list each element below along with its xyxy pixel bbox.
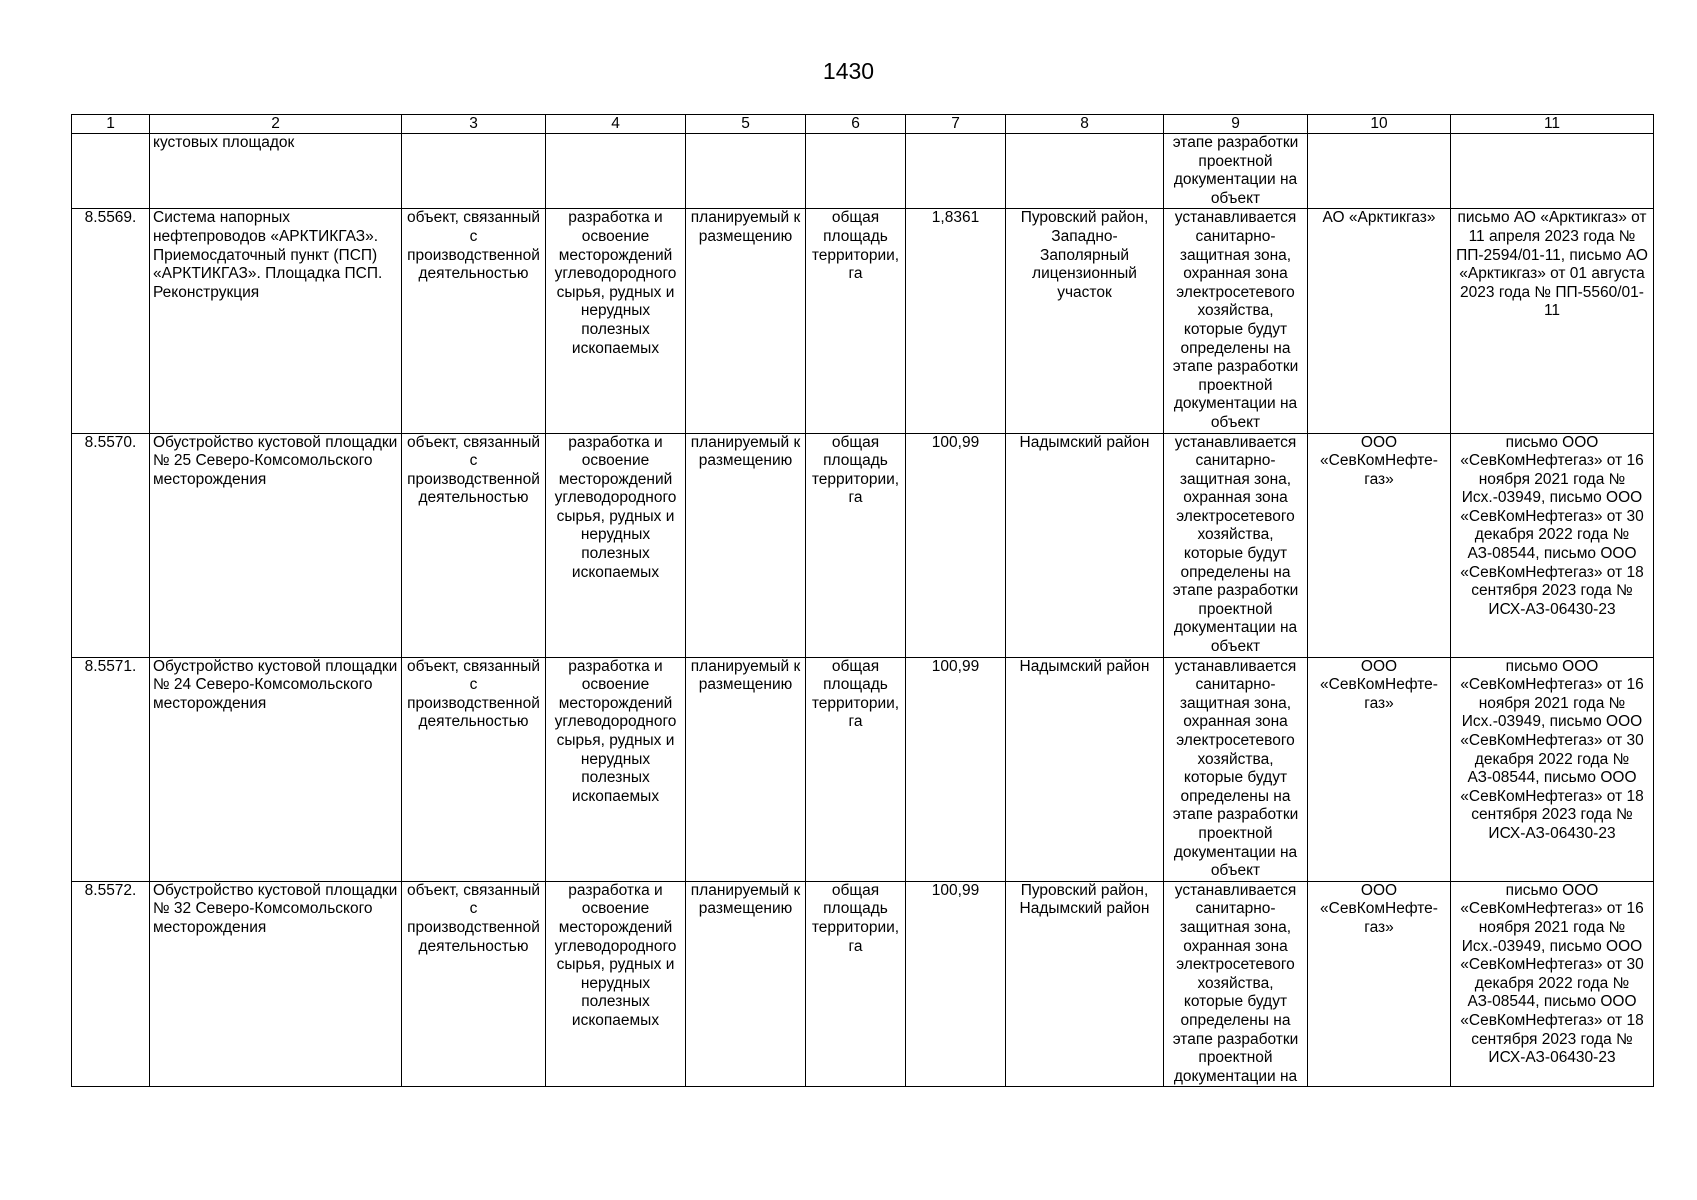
cell-activity [546, 134, 686, 209]
cell-area: 100,99 [906, 657, 1006, 881]
cell-number: 8.5570. [72, 433, 150, 657]
column-header: 3 [402, 115, 546, 134]
cell-object-name: Система напорных нефтепроводов «АРКТИКГАЗ». Приемосдаточный пункт (ПСП) «АРКТИКГАЗ». Площадка ПСП. Реконструкция [150, 209, 402, 433]
cell-area: 100,99 [906, 433, 1006, 657]
cell-status: планируемый к размещению [686, 433, 806, 657]
cell-area-type: общая площадь территории, га [806, 209, 906, 433]
cell-area-type: общая площадь территории, га [806, 657, 906, 881]
cell-organization: ООО «СевКомНефте-газ» [1308, 881, 1451, 1087]
column-header: 4 [546, 115, 686, 134]
cell-area-type [806, 134, 906, 209]
cell-organization: ООО «СевКомНефте-газ» [1308, 657, 1451, 881]
cell-documents [1451, 134, 1654, 209]
cell-activity: разработка и освоение месторождений углеводородного сырья, рудных и нерудных полезных ископаемых [546, 209, 686, 433]
cell-activity: разработка и освоение месторождений углеводородного сырья, рудных и нерудных полезных ископаемых [546, 881, 686, 1087]
cell-area [906, 134, 1006, 209]
column-header: 6 [806, 115, 906, 134]
cell-area-type: общая площадь территории, га [806, 881, 906, 1087]
cell-purpose: объект, связанный с производственной деятельностью [402, 433, 546, 657]
cell-activity: разработка и освоение месторождений углеводородного сырья, рудных и нерудных полезных ископаемых [546, 657, 686, 881]
cell-purpose [402, 134, 546, 209]
cell-organization [1308, 134, 1451, 209]
cell-activity: разработка и освоение месторождений углеводородного сырья, рудных и нерудных полезных ископаемых [546, 433, 686, 657]
cell-object-name: кустовых площадок [150, 134, 402, 209]
cell-purpose: объект, связанный с производственной деятельностью [402, 657, 546, 881]
table-row [72, 134, 1654, 209]
registry-table [71, 114, 1654, 1087]
cell-object-name: Обустройство кустовой площадки № 24 Северо-Комсомольского месторождения [150, 657, 402, 881]
cell-documents: письмо АО «Арктикгаз» от 11 апреля 2023 года № ПП-2594/01-11, письмо АО «Арктикгаз» от 01 августа 2023 года № ПП-5560/01-11 [1451, 209, 1654, 433]
cell-number [72, 134, 150, 209]
header-row [72, 115, 1654, 134]
cell-zones: устанавливается санитарно-защитная зона, охранная зона электросетевого хозяйства, которые будут определены на этапе разработки проектной документации на объект [1164, 657, 1308, 881]
cell-documents: письмо ООО «СевКомНефтегаз» от 16 ноября 2021 года № Исх.-03949, письмо ООО «СевКомНефтегаз» от 30 декабря 2022 года № АЗ-08544, письмо ООО «СевКомНефтегаз» от 18 сентября 2023 года № ИСХ-АЗ-06430-23 [1451, 433, 1654, 657]
cell-location: Пуровский район, Западно-Заполярный лицензионный участок [1006, 209, 1164, 433]
cell-number: 8.5571. [72, 657, 150, 881]
column-header: 11 [1451, 115, 1654, 134]
column-header: 10 [1308, 115, 1451, 134]
cell-area: 1,8361 [906, 209, 1006, 433]
cell-status: планируемый к размещению [686, 657, 806, 881]
column-header: 9 [1164, 115, 1308, 134]
cell-documents: письмо ООО «СевКомНефтегаз» от 16 ноября 2021 года № Исх.-03949, письмо ООО «СевКомНефтегаз» от 30 декабря 2022 года № АЗ-08544, письмо ООО «СевКомНефтегаз» от 18 сентября 2023 года № ИСХ-АЗ-06430-23 [1451, 657, 1654, 881]
cell-location [1006, 134, 1164, 209]
cell-purpose: объект, связанный с производственной деятельностью [402, 209, 546, 433]
table-row [72, 881, 1654, 1087]
cell-zones: устанавливается санитарно-защитная зона, охранная зона электросетевого хозяйства, которые будут определены на этапе разработки проектной документации на объект [1164, 433, 1308, 657]
cell-status: планируемый к размещению [686, 209, 806, 433]
cell-location: Пуровский район, Надымский район [1006, 881, 1164, 1087]
cell-area-type: общая площадь территории, га [806, 433, 906, 657]
cell-number: 8.5569. [72, 209, 150, 433]
page-number: 1430 [822, 58, 875, 84]
cell-status: планируемый к размещению [686, 881, 806, 1087]
column-header: 2 [150, 115, 402, 134]
table-row [72, 209, 1654, 433]
table-row [72, 657, 1654, 881]
cell-number: 8.5572. [72, 881, 150, 1087]
cell-location: Надымский район [1006, 433, 1164, 657]
cell-object-name: Обустройство кустовой площадки № 25 Северо-Комсомольского месторождения [150, 433, 402, 657]
cell-organization: АО «Арктикгаз» [1308, 209, 1451, 433]
cell-area: 100,99 [906, 881, 1006, 1087]
cell-zones: этапе разработки проектной документации на объект [1164, 134, 1308, 209]
cell-object-name: Обустройство кустовой площадки № 32 Северо-Комсомольского месторождения [150, 881, 402, 1087]
cell-purpose: объект, связанный с производственной деятельностью [402, 881, 546, 1087]
column-header: 7 [906, 115, 1006, 134]
cell-zones: устанавливается санитарно-защитная зона, охранная зона электросетевого хозяйства, которые будут определены на этапе разработки проектной документации на объект [1164, 209, 1308, 433]
column-header: 8 [1006, 115, 1164, 134]
cell-location: Надымский район [1006, 657, 1164, 881]
cell-organization: ООО «СевКомНефте-газ» [1308, 433, 1451, 657]
column-header: 5 [686, 115, 806, 134]
cell-documents: письмо ООО «СевКомНефтегаз» от 16 ноября 2021 года № Исх.-03949, письмо ООО «СевКомНефтегаз» от 30 декабря 2022 года № АЗ-08544, письмо ООО «СевКомНефтегаз» от 18 сентября 2023 года № ИСХ-АЗ-06430-23 [1451, 881, 1654, 1087]
table-row [72, 433, 1654, 657]
cell-zones: устанавливается санитарно-защитная зона, охранная зона электросетевого хозяйства, которые будут определены на этапе разработки проектной документации на [1164, 881, 1308, 1087]
cell-status [686, 134, 806, 209]
column-header: 1 [72, 115, 150, 134]
